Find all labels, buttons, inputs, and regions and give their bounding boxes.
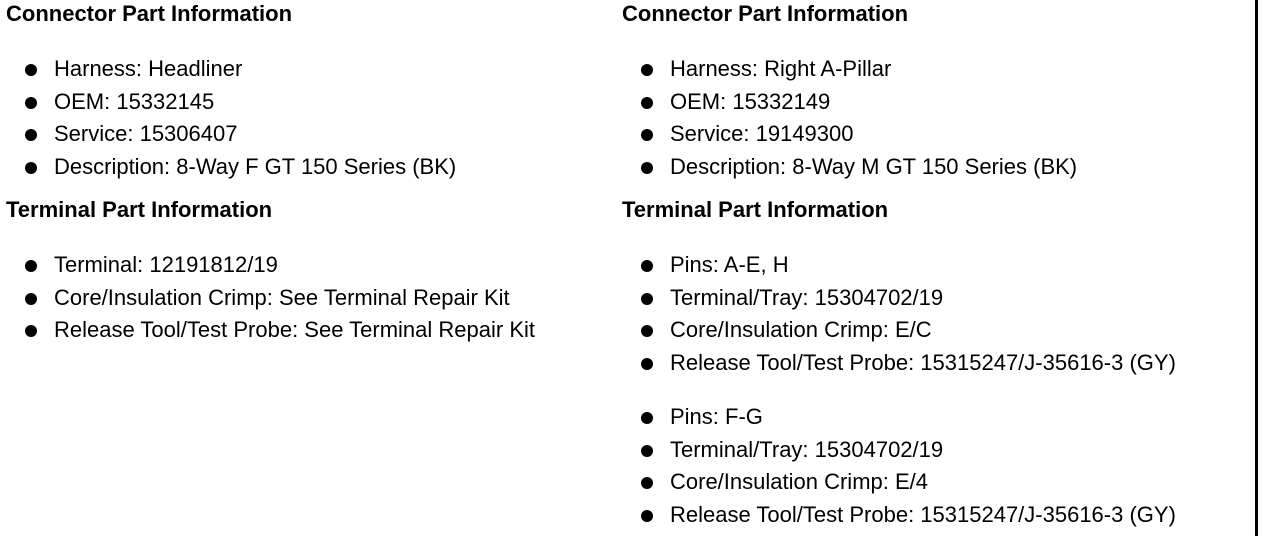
left-terminal-heading: Terminal Part Information xyxy=(6,197,273,222)
list-item xyxy=(622,282,1176,315)
item-text: OEM: 15332149 xyxy=(670,88,831,114)
list-item xyxy=(622,86,1077,119)
bullet-icon xyxy=(25,129,37,141)
item-text: Pins: F-G xyxy=(670,404,763,429)
bullet-icon xyxy=(25,64,37,76)
list-item xyxy=(622,249,1176,282)
item-text: Terminal/Tray: 15304702/19 xyxy=(670,284,944,310)
list-item xyxy=(6,151,456,184)
right-terminal-list-pins-a-e-h xyxy=(622,249,1176,379)
bullet-icon xyxy=(641,293,653,305)
bullet-icon xyxy=(25,293,37,305)
item-text: Harness: Right A-Pillar xyxy=(670,56,892,81)
bullet-icon xyxy=(25,162,37,174)
item-text: Service: 15306407 xyxy=(54,121,238,147)
list-item xyxy=(622,401,1176,434)
item-text: OEM: 15332145 xyxy=(54,88,215,114)
list-item xyxy=(622,347,1176,380)
list-item xyxy=(6,282,535,315)
list-item xyxy=(622,466,1176,499)
right-terminal-list-pins-f-g xyxy=(622,401,1176,531)
bullet-icon xyxy=(641,358,653,370)
bullet-icon xyxy=(641,325,653,337)
list-item xyxy=(6,53,456,86)
bullet-icon xyxy=(25,97,37,109)
list-item xyxy=(622,151,1077,184)
list-item xyxy=(6,314,535,347)
item-text: Release Tool/Test Probe: See Terminal Repair Kit xyxy=(54,317,535,343)
list-item xyxy=(6,249,535,282)
item-text: Description: 8-Way F GT 150 Series (BK) xyxy=(54,153,457,179)
right-connector-list xyxy=(622,53,1077,183)
list-item xyxy=(622,53,1077,86)
right-connector-heading: Connector Part Information xyxy=(622,1,909,26)
item-text: Release Tool/Test Probe: 15315247/J-35616-3 (GY) xyxy=(670,501,1176,527)
left-terminal-list xyxy=(6,249,535,347)
item-text: Core/Insulation Crimp: E/4 xyxy=(670,469,928,495)
right-terminal-heading: Terminal Part Information xyxy=(622,197,889,222)
bullet-icon xyxy=(641,97,653,109)
bullet-icon xyxy=(641,510,653,522)
list-item xyxy=(622,499,1176,532)
item-text: Core/Insulation Crimp: E/C xyxy=(670,317,932,343)
bullet-icon xyxy=(641,412,653,424)
bullet-icon xyxy=(641,162,653,174)
item-text: Terminal: 12191812/19 xyxy=(54,252,278,277)
list-item xyxy=(622,314,1176,347)
bullet-icon xyxy=(25,260,37,272)
bullet-icon xyxy=(641,445,653,457)
item-text: Core/Insulation Crimp: See Terminal Repair Kit xyxy=(54,284,510,310)
item-text: Release Tool/Test Probe: 15315247/J-35616-3 (GY) xyxy=(670,349,1176,375)
bullet-icon xyxy=(641,129,653,141)
left-connector-list xyxy=(6,53,456,183)
right-border-rule xyxy=(1255,0,1258,536)
list-item xyxy=(6,86,456,119)
item-text: Harness: Headliner xyxy=(54,56,243,81)
item-text: Service: 19149300 xyxy=(670,121,854,147)
bullet-icon xyxy=(25,325,37,337)
bullet-icon xyxy=(641,477,653,489)
list-item xyxy=(6,118,456,151)
left-connector-heading: Connector Part Information xyxy=(6,1,293,26)
list-item xyxy=(622,118,1077,151)
list-item xyxy=(622,434,1176,467)
item-text: Pins: A-E, H xyxy=(670,252,789,277)
item-text: Description: 8-Way M GT 150 Series (BK) xyxy=(670,153,1078,179)
bullet-icon xyxy=(641,64,653,76)
item-text: Terminal/Tray: 15304702/19 xyxy=(670,436,944,462)
bullet-icon xyxy=(641,260,653,272)
